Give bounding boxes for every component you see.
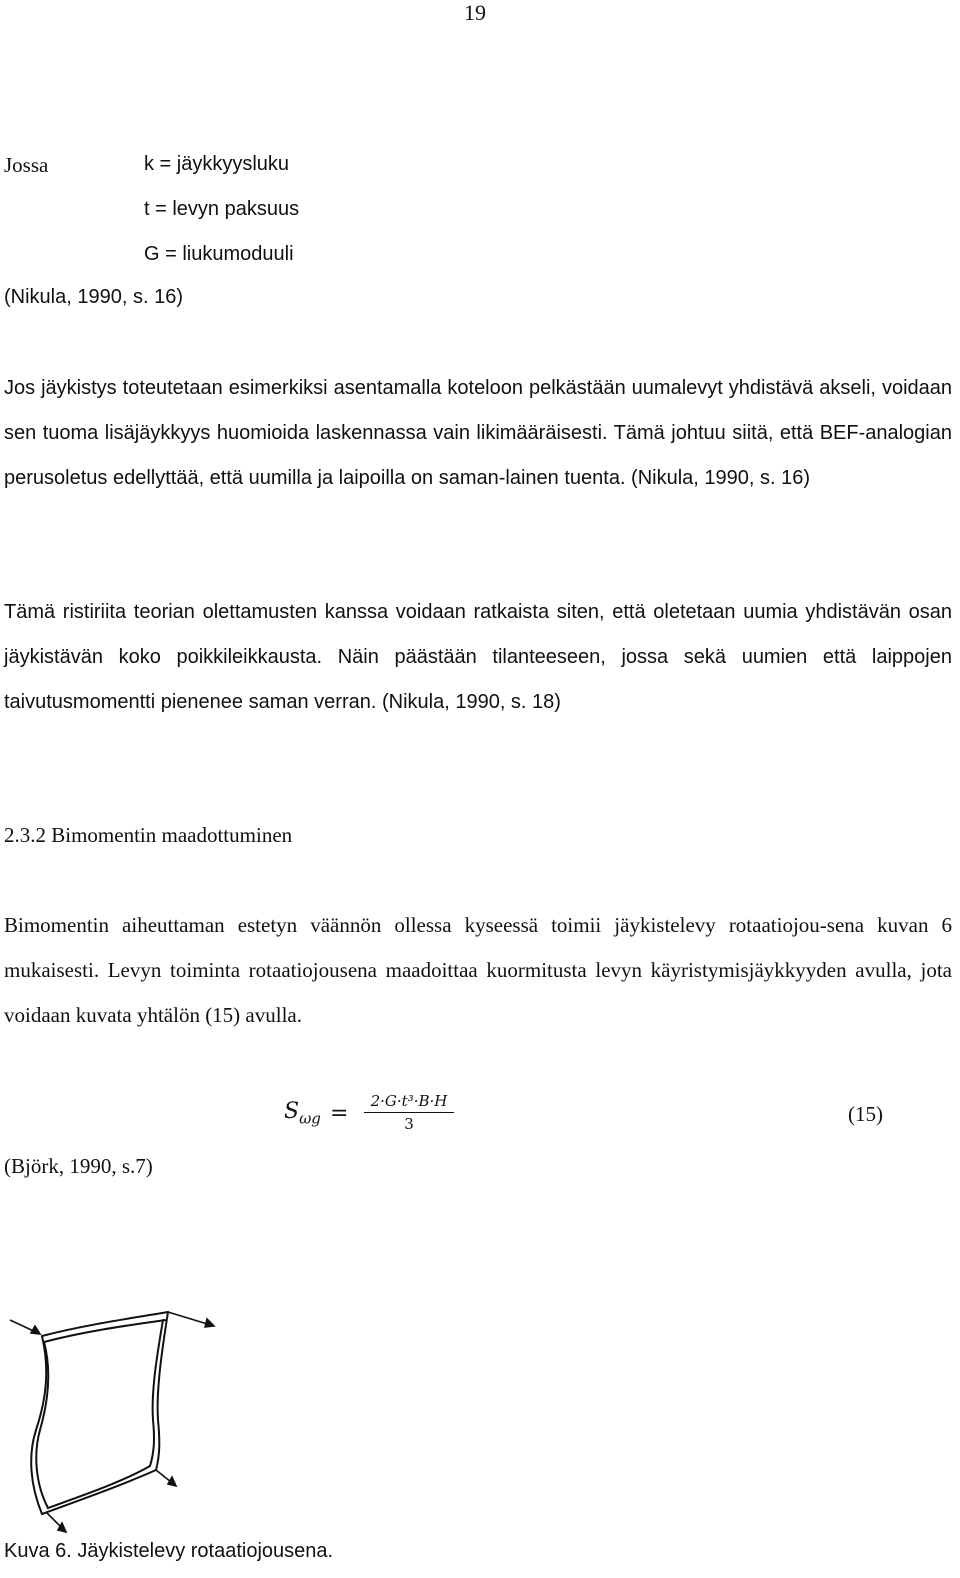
plate-top-edge — [42, 1312, 168, 1336]
figure-caption: Kuva 6. Jäykistelevy rotaatiojousena. — [4, 1540, 334, 1562]
plate-bottom-edge — [42, 1470, 156, 1514]
arrowhead-bottom-right — [168, 1477, 176, 1486]
plate-bottom-edge-inner — [48, 1466, 150, 1508]
formula-denominator: 3 — [404, 1115, 414, 1133]
formula-subscript: ωg — [299, 1109, 321, 1128]
arrowhead-top-left — [31, 1326, 40, 1334]
formula-symbol: S — [284, 1099, 300, 1124]
arrowhead-top-right — [205, 1319, 214, 1327]
definitions-term: Jossa — [4, 153, 49, 177]
paragraph-2 — [4, 590, 952, 725]
stiffening-plate-figure — [0, 1290, 260, 1540]
formula-lhs — [284, 1099, 321, 1127]
formula-fraction — [364, 1092, 454, 1133]
plate-left-edge — [31, 1336, 46, 1514]
formula-source: (Björk, 1990, s.7) — [4, 1154, 153, 1178]
definitions-source: (Nikula, 1990, s. 16) — [4, 286, 183, 308]
formula-numerator: 2·G·t³·B·H — [364, 1092, 454, 1113]
paragraph-3 — [4, 903, 952, 1038]
definition-t: t = levyn paksuus — [144, 198, 300, 220]
formula-equals: = — [330, 1101, 349, 1126]
definition-k: k = jäykkyysluku — [144, 153, 290, 175]
paragraph-3-text: Bimomentin aiheuttaman estetyn väännön ollessa kyseessä toimii jäykistelevy rotaatiojou-sena kuvan 6 mukaisesti. Levyn toiminta rotaatiojousena maadoittaa kuormitusta levyn käyristymisjäykkyyden avulla, jota voidaan kuvata yhtälön (15) avulla. — [4, 913, 952, 1027]
paragraph-2-text: Tämä ristiriita teorian olettamusten kanssa voidaan ratkaista siten, että oletetaan uumia yhdistävän osan jäykistävän koko poikkileikkausta. Näin päästään tilanteeseen, jossa sekä uumien että laippojen taivutusmomentti pienenee saman verran. (Nikula, 1990, s. 18) — [4, 601, 952, 713]
definition-g: G = liukumoduuli — [144, 243, 294, 265]
plate-right-edge — [156, 1312, 168, 1470]
section-heading: 2.3.2 Bimomentin maadottuminen — [4, 823, 293, 847]
page-number: 19 — [464, 0, 486, 25]
plate-right-edge-inner — [150, 1320, 163, 1466]
paragraph-1-text: Jos jäykistys toteutetaan esimerkiksi asentamalla koteloon pelkästään uumalevyt yhdistävä akseli, voidaan sen tuoma lisäjäykkyys huomioida laskennassa vain likimääräisesti. Tämä johtuu siitä, että BEF-analogian perusoletus edellyttää, että uumilla ja laipoilla on saman-lainen tuenta. (Nikula, 1990, s. 16) — [4, 377, 952, 489]
paragraph-1 — [4, 366, 952, 501]
equation-number: (15) — [848, 1102, 883, 1126]
